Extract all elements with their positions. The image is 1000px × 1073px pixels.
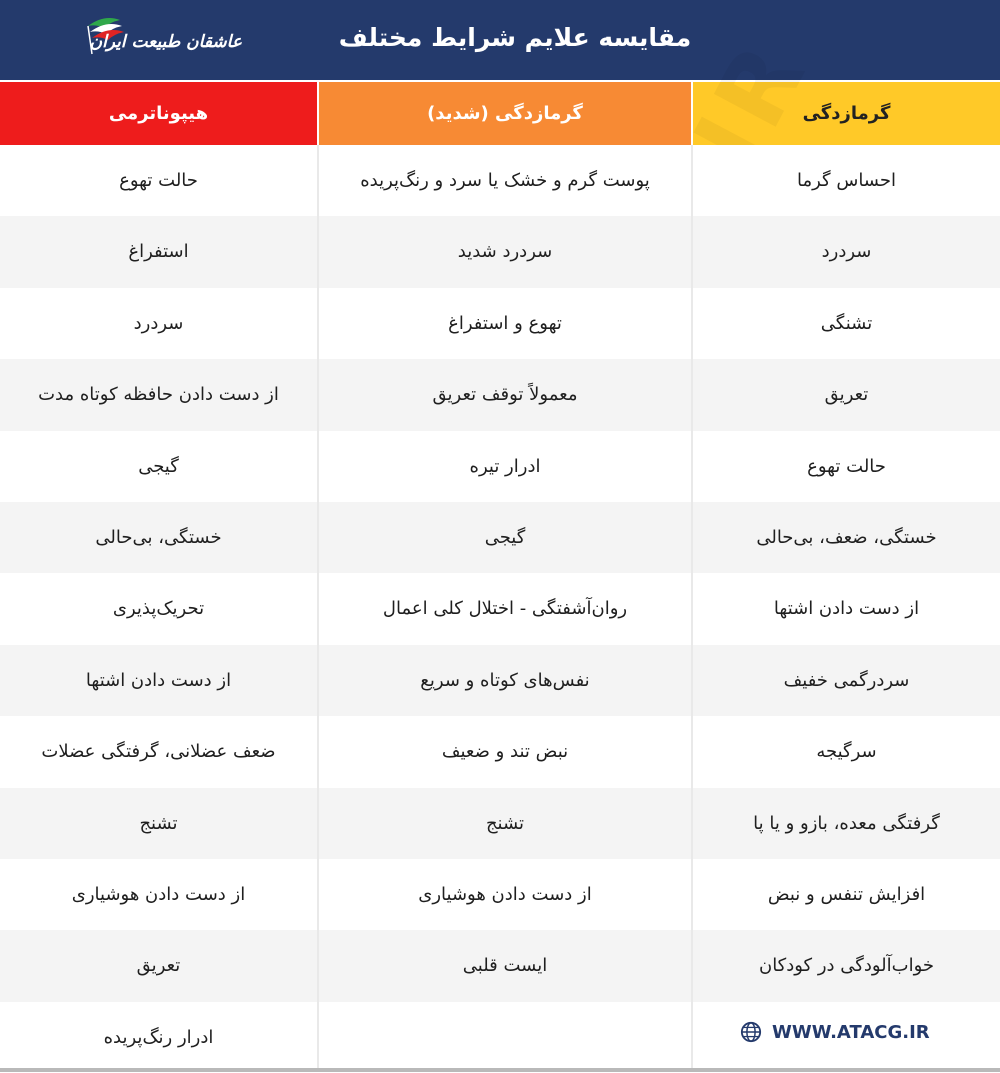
column-header-hypothermia: هیپوناترمی [0,82,317,145]
cell-heatstroke: سردرگمی خفیف [783,669,910,691]
cell-heatstroke: حالت تهوع [807,455,886,477]
cell-hypothermia: ادرار رنگ‌پریده [103,1026,214,1048]
cell-severe-heatstroke: ادرار تیره [469,455,541,477]
table-row [0,216,1000,287]
cell-severe-heatstroke: ایست قلبی [462,955,548,977]
site-url[interactable]: WWW.ATACG.IR [772,1021,930,1043]
cell-hypothermia: ضعف عضلانی، گرفتگی عضلات [41,741,276,763]
table-row [0,859,1000,930]
table-row [0,431,1000,502]
column-divider [691,145,693,1072]
cell-heatstroke: تشنگی [820,312,873,334]
column-divider [317,145,319,1072]
cell-hypothermia: سردرد [133,312,184,334]
cell-hypothermia: خستگی، بی‌حالی [95,526,222,548]
page-title: مقایسه علایم شرایط مختلف [338,23,692,52]
table-row [0,573,1000,644]
table-row [0,788,1000,859]
table-row [0,930,1000,1001]
cell-heatstroke: تعریق [824,384,869,406]
logo [82,12,242,68]
cell-heatstroke: خستگی، ضعف، بی‌حالی [756,526,937,548]
column-header-heatstroke: گرمازدگی [693,82,1000,145]
table-row [0,145,1000,216]
cell-severe-heatstroke: تهوع و استفراغ [448,312,562,334]
cell-severe-heatstroke: تشنج [485,812,525,834]
table-row [0,645,1000,716]
cell-severe-heatstroke: نفس‌های کوتاه و سریع [420,669,590,691]
cell-heatstroke: از دست دادن اشتها [773,598,920,620]
table-row [0,502,1000,573]
logo-text: عاشقان طبیعت ایران [89,32,242,52]
cell-severe-heatstroke [319,1002,691,1073]
site-footer [740,1007,930,1057]
cell-heatstroke: سردرد [821,241,872,263]
cell-hypothermia: از دست دادن اشتها [85,669,232,691]
cell-heatstroke: خواب‌آلودگی در کودکان [758,955,935,977]
table-row [0,716,1000,787]
cell-hypothermia: از دست دادن حافظه کوتاه مدت [38,384,279,406]
cell-hypothermia: استفراغ [128,241,189,263]
symptoms-table [0,145,1000,1073]
table-row [0,359,1000,430]
cell-heatstroke: سرگیجه [816,741,877,763]
cell-hypothermia: تشنج [139,812,178,834]
cell-severe-heatstroke: روان‌آشفتگی - اختلال کلی اعمال [382,598,628,620]
table-bottom-border [0,1068,1000,1072]
cell-hypothermia: حالت تهوع [119,170,198,191]
cell-hypothermia: گیجی [138,455,179,477]
cell-heatstroke: گرفتگی معده، بازو و یا پا [753,812,940,834]
cell-hypothermia: از دست دادن هوشیاری [71,883,246,905]
column-header-severe-heatstroke: گرمازدگی (شدید) [319,82,691,145]
cell-severe-heatstroke: سردرد شدید [457,241,553,263]
table-row [0,288,1000,359]
cell-severe-heatstroke: از دست دادن هوشیاری [418,883,592,905]
cell-severe-heatstroke: گیجی [484,526,526,548]
cell-heatstroke: افزایش تنفس و نبض [767,883,926,905]
cell-hypothermia: تحریک‌پذیری [112,598,205,620]
cell-hypothermia: تعریق [136,955,181,977]
cell-heatstroke: احساس گرما [797,170,896,191]
header-bar [0,0,1000,80]
cell-severe-heatstroke: نبض تند و ضعیف [441,741,569,763]
globe-icon [740,1021,762,1043]
cell-severe-heatstroke: پوست گرم و خشک یا سرد و رنگ‌پریده [360,170,650,191]
cell-severe-heatstroke: معمولاً توقف تعریق [432,384,578,406]
